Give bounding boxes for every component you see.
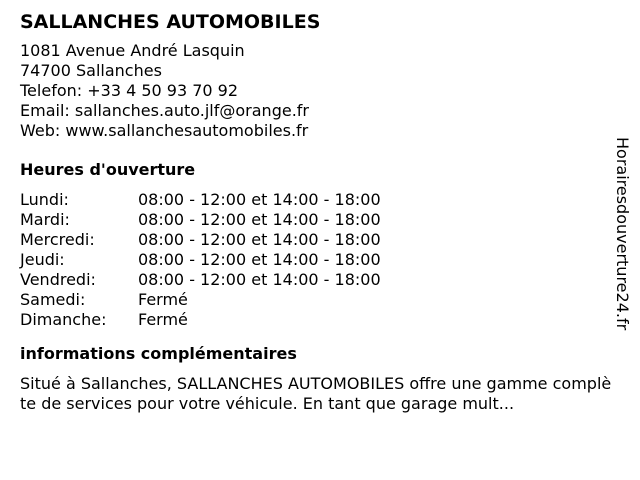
- hours-row-friday: [20, 270, 381, 290]
- hours-row-tuesday: [20, 210, 381, 230]
- email-address[interactable]: Email: sallanches.auto.jlf@orange.fr: [20, 101, 309, 120]
- day-hours: 08:00 - 12:00 et 14:00 - 18:00: [138, 250, 381, 269]
- address-line-2: 74700 Sallanches: [20, 61, 162, 80]
- day-label: Lundi:: [20, 190, 69, 209]
- hours-row-saturday: [20, 290, 381, 310]
- hours-row-wednesday: [20, 230, 381, 250]
- site-watermark: Horairesdouverture24.fr: [613, 137, 632, 331]
- info-description: Situé à Sallanches, SALLANCHES AUTOMOBILES offre une gamme complète de services pour votre véhicule. En tant que garage mult...: [20, 374, 612, 413]
- day-label: Dimanche:: [20, 310, 107, 329]
- business-card: [20, 10, 615, 414]
- address-line-1: 1081 Avenue André Lasquin: [20, 41, 245, 60]
- day-label: Vendredi:: [20, 270, 96, 289]
- business-name: SALLANCHES AUTOMOBILES: [20, 11, 321, 33]
- day-hours: Fermé: [138, 310, 188, 329]
- phone-number[interactable]: Telefon: +33 4 50 93 70 92: [20, 81, 239, 100]
- hours-row-sunday: [20, 310, 381, 330]
- day-label: Jeudi:: [20, 250, 65, 269]
- hours-row-monday: [20, 190, 381, 210]
- day-hours: Fermé: [138, 290, 188, 309]
- day-hours: 08:00 - 12:00 et 14:00 - 18:00: [138, 270, 381, 289]
- info-heading: informations complémentaires: [20, 344, 297, 363]
- day-hours: 08:00 - 12:00 et 14:00 - 18:00: [138, 210, 381, 229]
- day-hours: 08:00 - 12:00 et 14:00 - 18:00: [138, 190, 381, 209]
- day-label: Mercredi:: [20, 230, 95, 249]
- hours-heading: Heures d'ouverture: [20, 160, 196, 179]
- day-hours: 08:00 - 12:00 et 14:00 - 18:00: [138, 230, 381, 249]
- day-label: Mardi:: [20, 210, 70, 229]
- day-label: Samedi:: [20, 290, 86, 309]
- opening-hours-table: [20, 190, 381, 330]
- website-link[interactable]: Web: www.sallanchesautomobiles.fr: [20, 121, 309, 140]
- hours-row-thursday: [20, 250, 381, 270]
